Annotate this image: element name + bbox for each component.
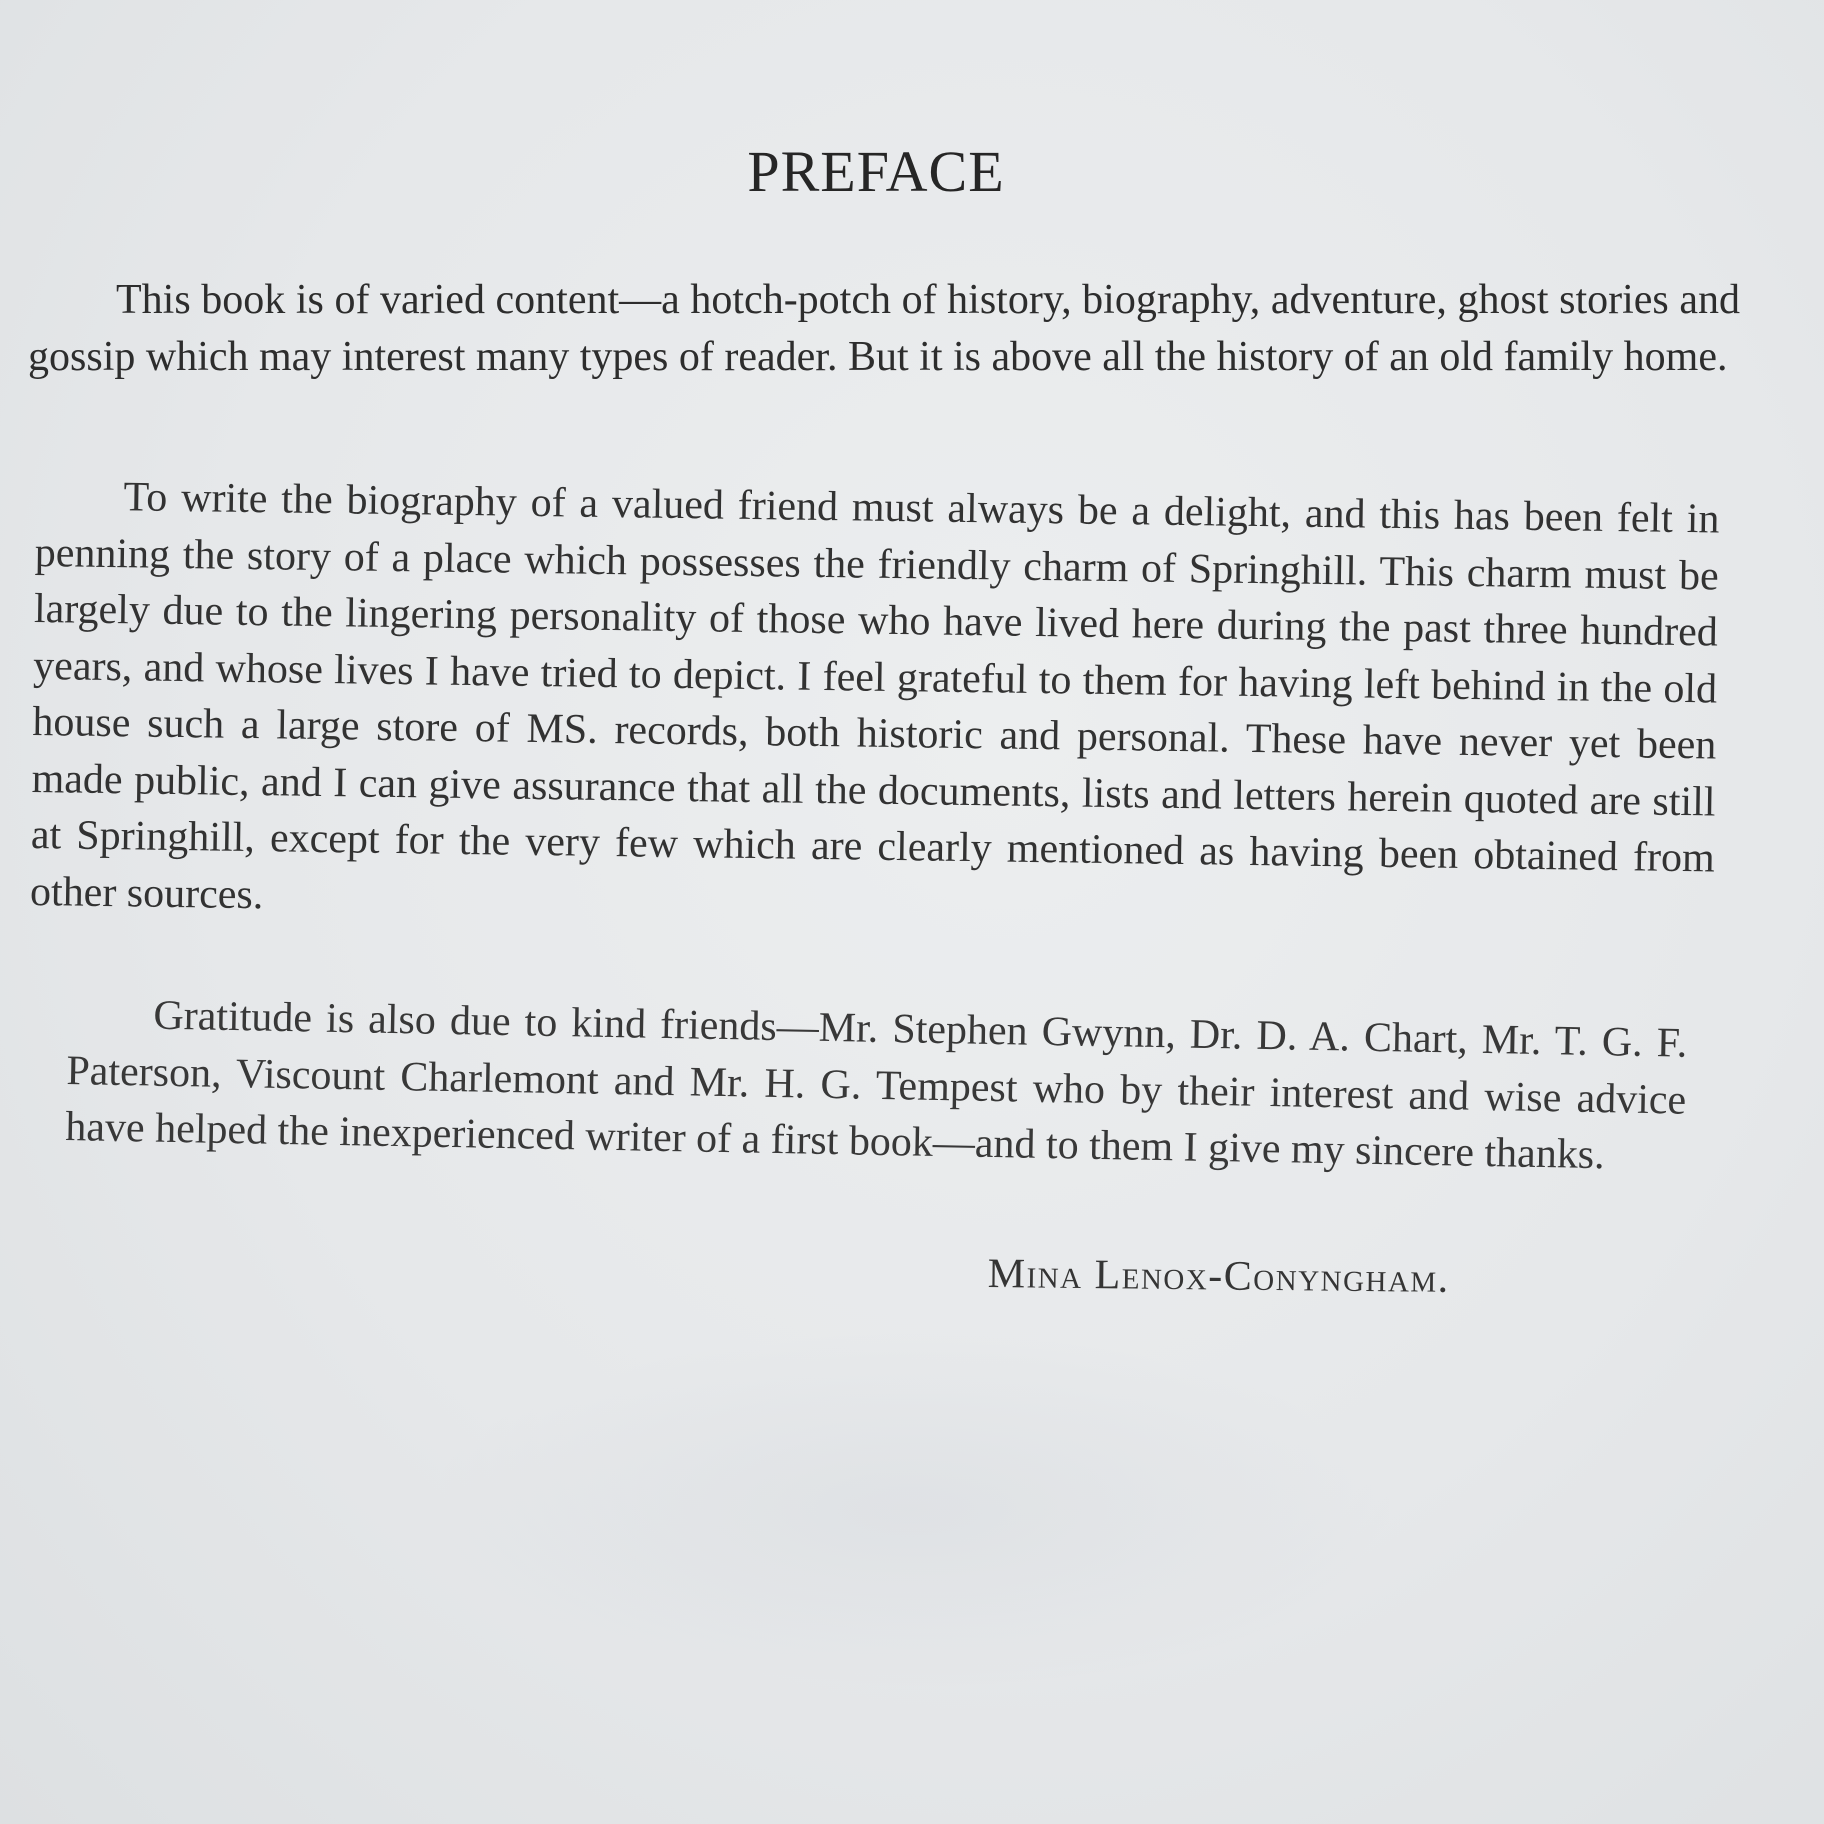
page-title: PREFACE <box>747 139 1005 204</box>
preface-paragraph-1: This book is of varied content—a hotch-potch of history, biography, adventure, ghost stories and gossip which may interest many types of reader. But it is above all the history of an old family home. <box>28 277 1740 380</box>
preface-paragraph-2: To write the biography of a valued friend must always be a delight, and this has been felt in penning the story of a place which possesses the friendly charm of Springhill. This charm must be largely due to the lingering personality of those who have lived here during the past three hundred years, and whose lives I have tried to depict. I feel grateful to them for having left behind in the old house such a large store of MS. records, both historic and personal. These have never yet been made public, and I can give assurance that all the documents, lists and letters herein quoted are still at Springhill, except for the very few which are clearly mentioned as having been obtained from other sources. <box>29 474 1720 918</box>
preface-paragraph-3: Gratitude is also due to kind friends—Mr. Stephen Gwynn, Dr. D. A. Chart, Mr. T. G. F. Paterson, Viscount Charlemont and Mr. H. G. Tempest who by their interest and wise advice have helped the inexperienced writer of a first book—and to them I give my sincere thanks. <box>64 992 1688 1179</box>
show-through-shadow <box>420 1330 1400 1690</box>
author-signature: Mina Lenox-Conyngham. <box>987 1251 1450 1302</box>
